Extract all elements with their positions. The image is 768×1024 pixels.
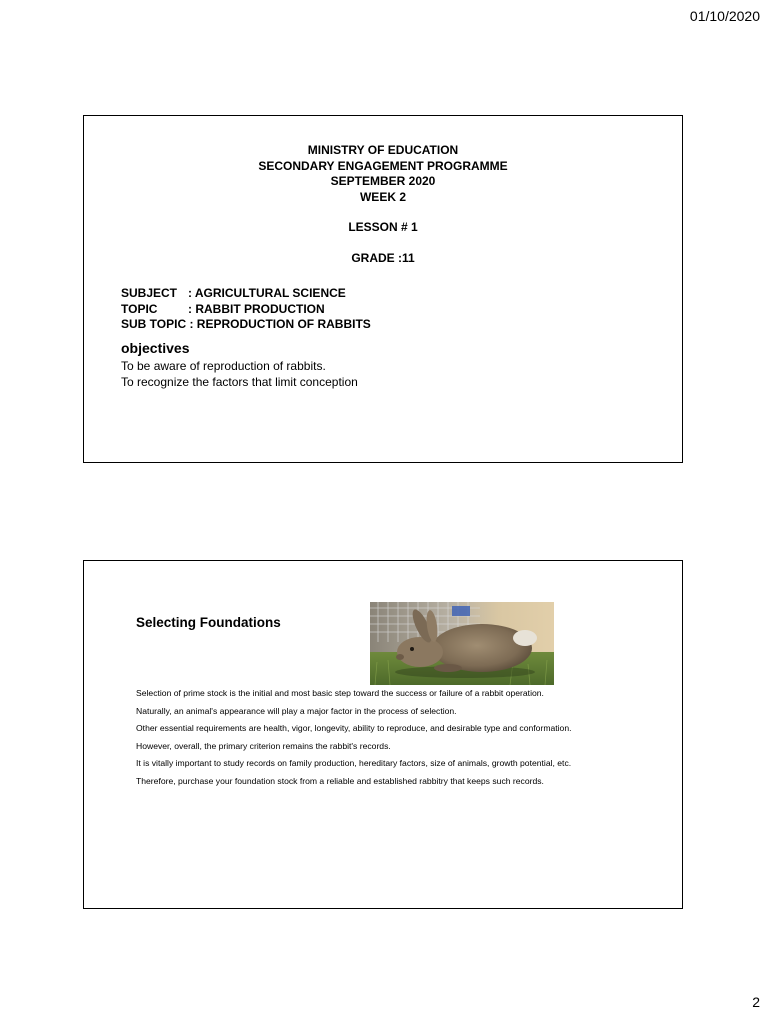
header-line: MINISTRY OF EDUCATION	[307, 143, 459, 157]
body-paragraph: However, overall, the primary criterion remains the rabbit's records.	[136, 740, 391, 751]
lesson-label: LESSON # 1	[348, 220, 418, 234]
page-date: 01/10/2020	[689, 8, 760, 24]
meta-value: : REPRODUCTION OF RABBITS	[189, 317, 371, 331]
header-line: SEPTEMBER 2020	[330, 174, 436, 188]
meta-key: TOPIC	[121, 301, 158, 316]
meta-key: SUB TOPIC	[121, 317, 187, 331]
lesson-meta	[121, 286, 371, 333]
objective-item: To be aware of reproduction of rabbits.	[121, 359, 326, 373]
meta-row-subtopic	[121, 317, 371, 333]
header-line: SECONDARY ENGAGEMENT PROGRAMME	[258, 158, 508, 173]
body-paragraph: Other essential requirements are health, vigor, longevity, ability to reproduce, and desirable type and conformation.	[136, 723, 572, 733]
slide-title	[83, 115, 683, 463]
slide-title-text: Selecting Foundations	[136, 615, 281, 630]
body-paragraph: It is vitally important to study records on family production, hereditary factors, size of animals, growth potential, etc.	[136, 758, 572, 768]
page-number: 2	[752, 994, 760, 1010]
meta-value: : RABBIT PRODUCTION	[188, 301, 325, 316]
body-paragraph: Naturally, an animal's appearance will play a major factor in the process of selection.	[136, 705, 457, 716]
grade-label: GRADE :11	[351, 251, 415, 265]
body-paragraph: Therefore, purchase your foundation stock from a reliable and established rabbitry that keeps such records.	[136, 775, 544, 786]
meta-value: : AGRICULTURAL SCIENCE	[188, 286, 346, 300]
slide-header	[84, 143, 682, 205]
meta-key: SUBJECT	[121, 286, 178, 300]
slide-selecting-foundations	[83, 560, 683, 909]
meta-row-subject	[121, 286, 371, 302]
objectives-heading: objectives	[121, 340, 190, 356]
meta-row-topic	[121, 302, 371, 318]
objectives-list	[121, 359, 358, 390]
slide-body	[136, 688, 636, 793]
objective-item: To recognize the factors that limit conception	[121, 374, 358, 389]
header-line: WEEK 2	[359, 189, 406, 204]
rabbit-photo	[370, 602, 554, 685]
body-paragraph: Selection of prime stock is the initial and most basic step toward the success or failure of a rabbit operation.	[136, 688, 544, 698]
